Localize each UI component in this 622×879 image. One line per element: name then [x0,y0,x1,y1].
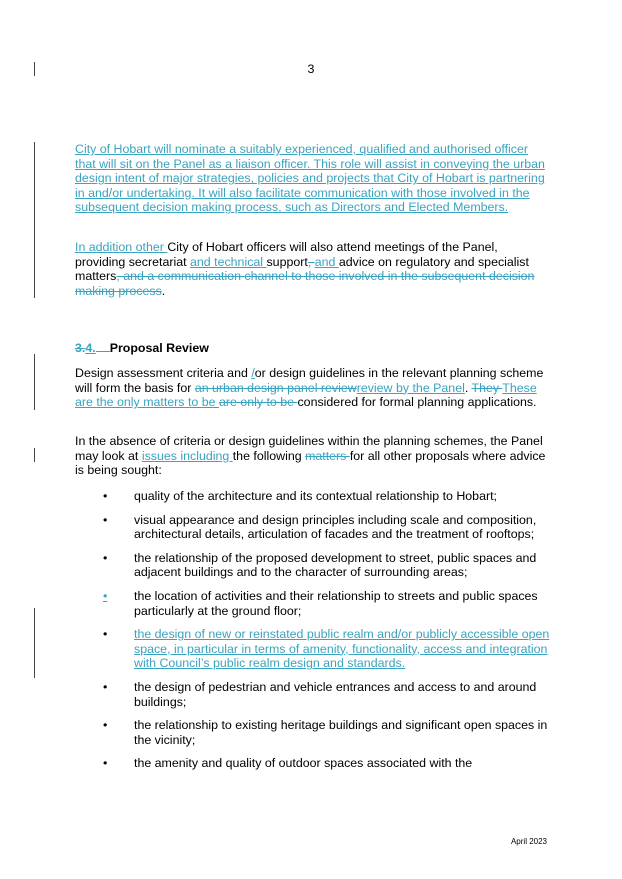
list-item [75,513,550,542]
inserted-text: and technical [190,254,267,269]
inserted-text: / [251,366,255,380]
inserted-text: and [314,254,339,269]
bullet-icon: • [103,679,108,694]
list-item [75,627,550,671]
footer-date: April 2023 [510,837,547,846]
paragraph-criteria [75,366,550,410]
page-number: 3 [307,62,315,76]
deleted-section-number: 3. [75,341,86,355]
bullet-icon: • [103,550,108,565]
deleted-text: an urban design panel review [194,380,357,395]
inserted-text: In addition other [75,240,168,254]
deleted-text: , and a communication channel to those involved in the subsequent decision making process [75,269,535,298]
text: advice on regulatory and specialist matters [75,254,529,284]
inserted-section-number: 4. [85,341,96,355]
list-item-text: the amenity and quality of outdoor spaces associated with the [134,756,473,771]
change-bar [34,608,35,678]
change-bar [34,448,35,462]
change-bar [34,354,35,410]
paragraph-absence [75,434,550,478]
section-heading [75,341,209,356]
text: considered for formal planning applications. [297,395,537,410]
bullet-icon: • [103,588,108,603]
bullet-icon: • [103,627,108,642]
text: City of Hobart officers will also attend meetings of the Panel, providing secretariat [75,240,498,269]
bullet-icon: • [103,756,108,771]
bullet-list [75,489,550,780]
inserted-text: review by the Panel [356,380,465,395]
bullet-icon: • [103,489,108,503]
text: support [266,254,308,269]
text: for all other proposals where advice is being sought: [75,448,546,478]
list-item-text: the design of new or reinstated public realm and/or publicly accessible open space, in particular in terms of amenity, functionality, access and integration with Council’s public realm design and standards. [134,627,550,671]
change-bar [34,62,35,76]
list-item [75,718,550,747]
list-item-text: visual appearance and design principles including scale and composition, architectural details, articulation of facades and the treatment of rooftops; [134,512,537,542]
text: or design guidelines in the relevant planning scheme will form the basis for [75,366,544,395]
text: . [161,283,166,298]
list-item-text: the relationship to existing heritage buildings and significant open spaces in the vicinity; [134,718,548,747]
deleted-text: are only to be [218,395,298,410]
bullet-icon: • [103,718,108,733]
inserted-text: issues including [141,448,233,463]
text: In the absence of criteria or design guidelines within the planning schemes, the Panel may look at [75,434,543,463]
inserted-paragraph: City of Hobart will nominate a suitably experienced, qualified and authorised officer that will sit on the Panel as a liaison officer. This role will assist in conveying the urban design intent of major strategies, policies and projects that City of Hobart is partnering in and/or undertaking. It will also facilitate communication with those involved in the subsequent decision making process, such as Directors and Elected Members. [75,142,545,215]
bullet-icon: • [103,512,108,527]
deleted-text: They [471,380,503,395]
list-item-text: the location of activities and their relationship to streets and public spaces particularly at the ground floor; [134,588,538,618]
list-item [75,489,550,504]
inserted-text: These are the only matters to be [75,380,537,410]
list-item [75,680,550,709]
text: the following [232,448,306,463]
deleted-text: matters [305,448,350,463]
paragraph-officers [75,240,550,298]
text: . [464,380,472,395]
change-bar [34,142,35,298]
deleted-text: , [307,254,315,269]
text: Design assessment criteria and [75,366,252,380]
list-item [75,756,550,771]
list-item-text: the relationship of the proposed development to street, public spaces and adjacent buildings and to the character of surrounding areas; [134,550,537,580]
list-item-text: quality of the architecture and its contextual relationship to Hobart; [134,489,497,503]
list-item [75,551,550,580]
list-item-text: the design of pedestrian and vehicle entrances and access to and around buildings; [134,679,537,709]
section-title: Proposal Review [109,341,209,355]
list-item [75,589,550,618]
